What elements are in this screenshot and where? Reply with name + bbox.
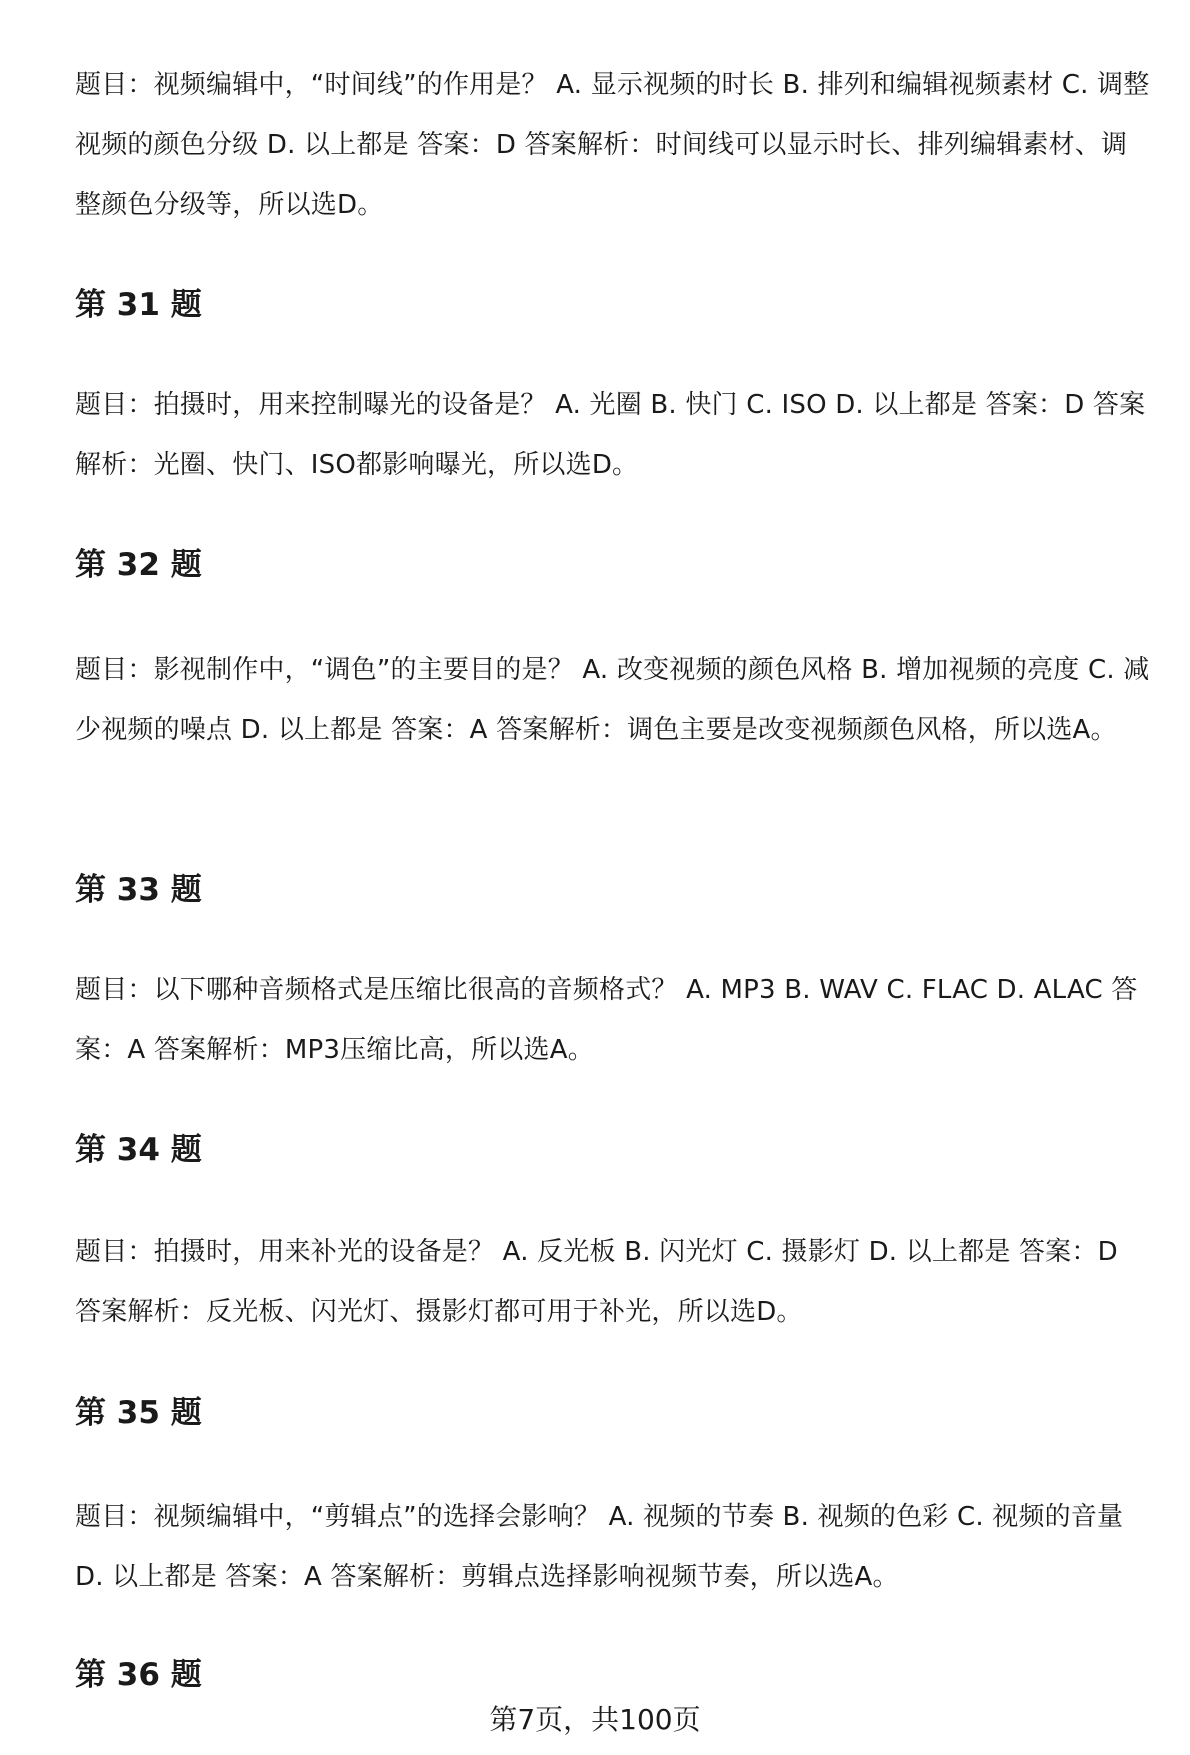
question-33-heading: 第 33 题 [75, 872, 202, 908]
question-30-text: 题目：视频编辑中，“时间线”的作用是？ A. 显示视频的时长 B. 排列和编辑视频素材 C. 调整视频的颜色分级 D. 以上都是 答案：D 答案解析：时间线可以显示时长、排列编辑素材、调整颜色分级等，所以选D。 [75, 70, 1150, 220]
question-34-text: 题目：拍摄时，用来补光的设备是？ A. 反光板 B. 闪光灯 C. 摄影灯 D. 以上都是 答案：D 答案解析：反光板、闪光灯、摄影灯都可用于补光，所以选D。 [75, 1237, 1118, 1327]
question-34-heading: 第 34 题 [75, 1132, 202, 1168]
question-32-text: 题目：影视制作中，“调色”的主要目的是？ A. 改变视频的颜色风格 B. 增加视频的亮度 C. 减少视频的噪点 D. 以上都是 答案：A 答案解析：调色主要是改变视频颜色风格，所以选A。 [75, 655, 1150, 745]
question-31-heading: 第 31 题 [75, 287, 202, 323]
question-35-text: 题目：视频编辑中，“剪辑点”的选择会影响？ A. 视频的节奏 B. 视频的色彩 C. 视频的音量 D. 以上都是 答案：A 答案解析：剪辑点选择影响视频节奏，所以选A。 [75, 1502, 1124, 1592]
question-35-heading: 第 35 题 [75, 1395, 202, 1431]
question-32-heading: 第 32 题 [75, 547, 202, 583]
question-36-heading: 第 36 题 [75, 1657, 202, 1693]
page-number-footer: 第7页，共100页 [489, 1703, 701, 1736]
question-31-text: 题目：拍摄时，用来控制曝光的设备是？ A. 光圈 B. 快门 C. ISO D. 以上都是 答案：D 答案解析：光圈、快门、ISO都影响曝光，所以选D。 [75, 390, 1146, 480]
question-33-text: 题目：以下哪种音频格式是压缩比很高的音频格式？ A. MP3 B. WAV C. FLAC D. ALAC 答案：A 答案解析：MP3压缩比高，所以选A。 [75, 975, 1138, 1065]
